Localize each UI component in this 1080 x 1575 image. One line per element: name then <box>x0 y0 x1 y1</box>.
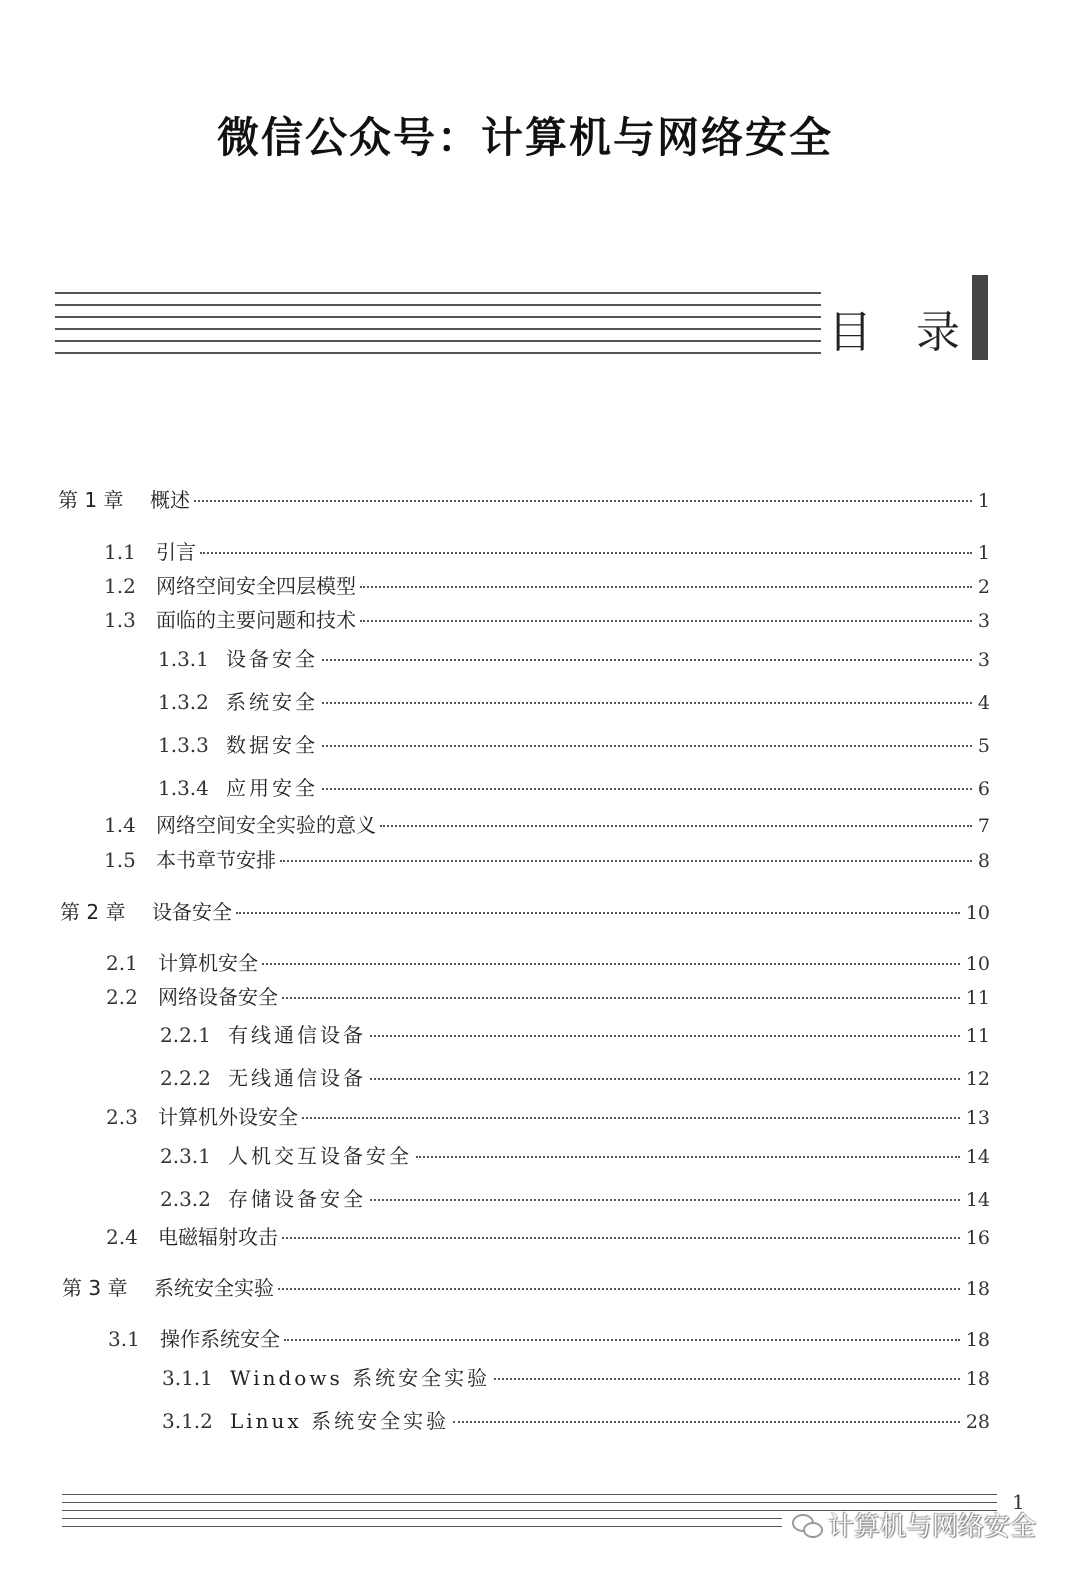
toc-entry-title: 本书章节安排 <box>156 848 276 872</box>
toc-entry-title: 系统安全实验 <box>154 1276 274 1300</box>
toc-leader-dots <box>370 1078 960 1080</box>
toc-entry-page: 11 <box>965 1025 990 1047</box>
toc-entry-page: 14 <box>965 1189 990 1211</box>
toc-entry[interactable] <box>106 1101 990 1130</box>
toc-entry-title: 面临的主要问题和技术 <box>156 608 356 632</box>
wechat-icon <box>792 1512 822 1538</box>
toc-entry-number: 1.3.4 <box>158 776 209 800</box>
toc-entry-title: 计算机外设安全 <box>158 1105 298 1129</box>
toc-entry-title: 无线通信设备 <box>228 1066 366 1090</box>
toc-entry[interactable] <box>104 570 990 599</box>
toc-entry-title: 概述 <box>150 488 190 512</box>
toc-entry-page: 1 <box>977 542 990 564</box>
toc-entry-number: 3.1 <box>108 1327 140 1351</box>
toc-entry-title: 数据安全 <box>226 733 318 757</box>
toc-entry-title: 设备安全 <box>152 900 232 924</box>
toc-entry-page: 5 <box>977 735 990 757</box>
toc-leader-dots <box>302 1117 960 1119</box>
toc-entry[interactable] <box>58 484 990 513</box>
toc-heading <box>828 296 960 360</box>
toc-entry-page: 10 <box>965 953 990 975</box>
toc-entry-page: 2 <box>977 576 990 598</box>
toc-leader-dots <box>236 912 960 914</box>
toc-entry-number: 第 2 章 <box>60 900 126 924</box>
toc-entry-number: 3.1.1 <box>162 1366 213 1390</box>
toc-entry-page: 28 <box>965 1411 990 1433</box>
toc-leader-dots <box>453 1421 960 1423</box>
toc-entry-number: 1.2 <box>104 574 136 598</box>
toc-entry-number: 1.4 <box>104 813 136 837</box>
toc-entry-page: 13 <box>965 1107 990 1129</box>
toc-entry-title: 存储设备安全 <box>228 1187 366 1211</box>
toc-entry-page: 18 <box>965 1329 990 1351</box>
toc-leader-dots <box>278 1288 960 1290</box>
toc-entry-number: 1.5 <box>104 848 136 872</box>
toc-entry-page: 12 <box>965 1068 990 1090</box>
toc-entry-page: 7 <box>977 815 990 837</box>
toc-entry-title: 引言 <box>156 540 196 564</box>
toc-entry-number: 2.3.2 <box>160 1187 211 1211</box>
toc-leader-dots <box>322 745 972 747</box>
toc-entry-title: 网络空间安全实验的意义 <box>156 813 376 837</box>
page-number: 1 <box>1012 1490 1025 1514</box>
toc-heading-char-1: 目 <box>828 307 872 358</box>
toc-entry-number: 1.3.1 <box>158 647 209 671</box>
toc-entry-title: 有线通信设备 <box>228 1023 366 1047</box>
toc-entry-number: 2.2.1 <box>160 1023 211 1047</box>
toc-entry-page: 16 <box>965 1227 990 1249</box>
toc-leader-dots <box>262 963 960 965</box>
toc-entry-page: 4 <box>977 692 990 714</box>
toc-entry-page: 1 <box>977 490 990 512</box>
toc-entry-number: 2.4 <box>106 1225 138 1249</box>
toc-leader-dots <box>322 659 972 661</box>
toc-leader-dots <box>380 825 972 827</box>
toc-entry-title: 人机交互设备安全 <box>228 1144 412 1168</box>
toc-entry-number: 第 3 章 <box>62 1276 128 1300</box>
toc-entry-page: 14 <box>965 1146 990 1168</box>
toc-leader-dots <box>360 620 972 622</box>
toc-entry-number: 2.3 <box>106 1105 138 1129</box>
heading-bar <box>972 275 988 360</box>
toc-entry-number: 2.2.2 <box>160 1066 211 1090</box>
toc-entry-number: 1.1 <box>104 540 136 564</box>
toc-entry[interactable] <box>62 1272 990 1301</box>
toc-entry-number: 2.2 <box>106 985 138 1009</box>
toc-entry-page: 8 <box>977 850 990 872</box>
toc-entry-title: 网络空间安全四层模型 <box>156 574 356 598</box>
toc-entry[interactable] <box>106 947 990 976</box>
toc-entry[interactable] <box>160 1140 990 1169</box>
toc-entry[interactable] <box>104 536 990 565</box>
toc-leader-dots <box>280 860 972 862</box>
toc-entry-title: Linux 系统安全实验 <box>230 1409 450 1433</box>
toc-entry-number: 1.3 <box>104 608 136 632</box>
toc-leader-dots <box>360 586 972 588</box>
toc-entry-page: 10 <box>965 902 990 924</box>
toc-entry[interactable] <box>104 844 990 873</box>
toc-entry-title: 计算机安全 <box>158 951 258 975</box>
toc-entry-title: 操作系统安全 <box>160 1327 280 1351</box>
toc-entry[interactable] <box>106 1221 990 1250</box>
watermark <box>792 1506 1036 1543</box>
watermark-text: 计算机与网络安全 <box>828 1512 1037 1542</box>
toc-leader-dots <box>322 702 972 704</box>
toc-entry-title: Windows 系统安全实验 <box>230 1366 491 1390</box>
toc-entry[interactable] <box>60 896 990 925</box>
toc-leader-dots <box>194 500 972 502</box>
toc-entry[interactable] <box>104 809 990 838</box>
toc-entry[interactable] <box>104 604 990 633</box>
toc-leader-dots <box>200 552 972 554</box>
toc-entry[interactable] <box>158 729 990 758</box>
toc-entry[interactable] <box>160 1183 990 1212</box>
toc-entry[interactable] <box>160 1062 990 1091</box>
toc-leader-dots <box>282 1237 960 1239</box>
toc-entry-number: 2.1 <box>106 951 138 975</box>
toc-leader-dots <box>494 1378 960 1380</box>
toc-entry-number: 2.3.1 <box>160 1144 211 1168</box>
toc-entry[interactable] <box>162 1362 990 1391</box>
toc-entry[interactable] <box>158 643 990 672</box>
banner-title: 微信公众号：计算机与网络安全 <box>216 113 833 162</box>
toc-entry[interactable] <box>162 1405 990 1434</box>
toc-leader-dots <box>416 1156 960 1158</box>
toc-entry-page: 18 <box>965 1278 990 1300</box>
toc-entry-number: 第 1 章 <box>58 488 124 512</box>
toc-entry-page: 6 <box>977 778 990 800</box>
toc-entry[interactable] <box>106 981 990 1010</box>
toc-leader-dots <box>284 1339 960 1341</box>
toc-entry-page: 18 <box>965 1368 990 1390</box>
toc-entry-page: 3 <box>977 649 990 671</box>
toc-entry[interactable] <box>160 1019 990 1048</box>
toc-heading-char-2: 录 <box>916 307 960 358</box>
toc-entry-page: 11 <box>965 987 990 1009</box>
toc-entry-number: 3.1.2 <box>162 1409 213 1433</box>
toc-entry-title: 应用安全 <box>226 776 318 800</box>
toc-entry-page: 3 <box>977 610 990 632</box>
toc-entry[interactable] <box>108 1323 990 1352</box>
toc-entry[interactable] <box>158 686 990 715</box>
toc-leader-dots <box>370 1199 960 1201</box>
toc-entry-title: 设备安全 <box>226 647 318 671</box>
toc-leader-dots <box>322 788 972 790</box>
toc-entry-number: 1.3.3 <box>158 733 209 757</box>
toc-entry-title: 电磁辐射攻击 <box>158 1225 278 1249</box>
toc-leader-dots <box>282 997 960 999</box>
toc-entry[interactable] <box>158 772 990 801</box>
toc-entry-title: 网络设备安全 <box>158 985 278 1009</box>
toc-entry-number: 1.3.2 <box>158 690 209 714</box>
toc-entry-title: 系统安全 <box>226 690 318 714</box>
toc-leader-dots <box>370 1035 960 1037</box>
